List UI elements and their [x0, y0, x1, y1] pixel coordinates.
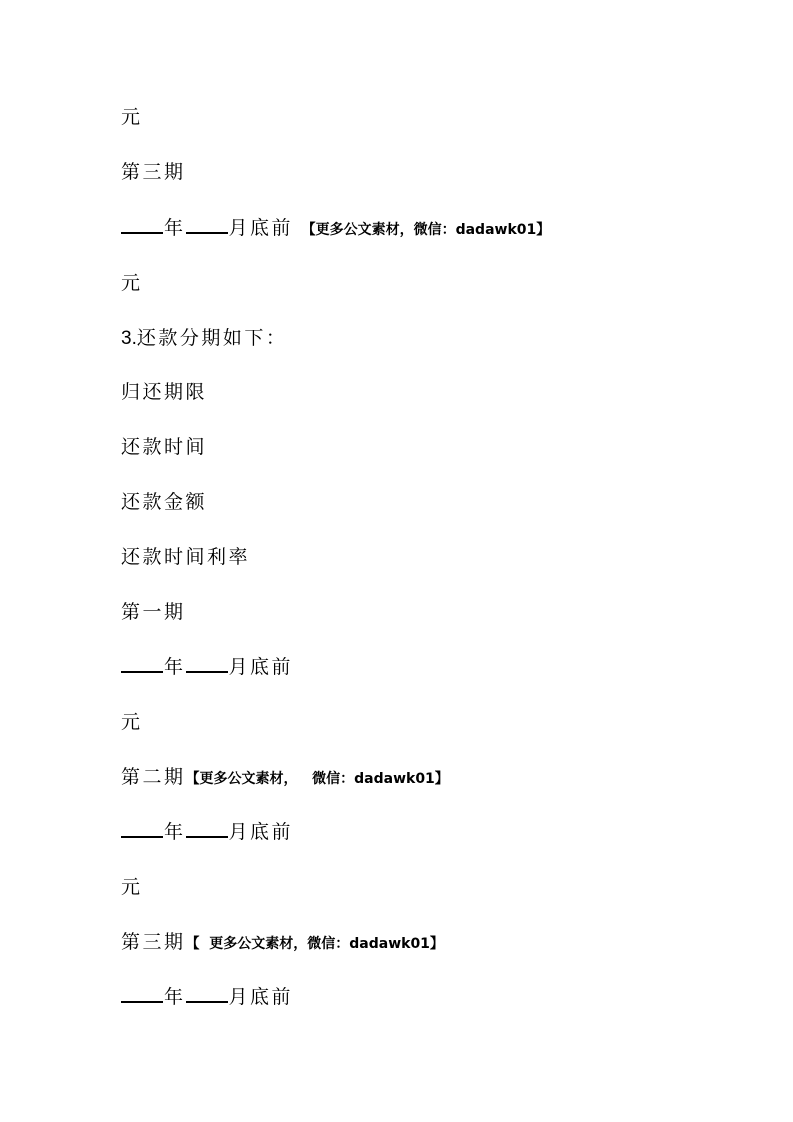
date-line [121, 216, 550, 242]
blank-underline [186, 821, 228, 838]
text-month-end: 月底前 [228, 656, 294, 678]
text-year: 年 [164, 821, 186, 843]
text-col-time: 还款时间 [121, 436, 208, 458]
reference-note: 【更多公文素材， 微信：dadawk01】 [185, 771, 449, 787]
text-col-amount: 还款金额 [121, 491, 208, 513]
blank-underline [186, 217, 228, 234]
reference-note: 【更多公文素材，微信：dadawk01】 [301, 222, 551, 238]
text-yuan: 元 [121, 711, 143, 733]
section-number: 3. [121, 328, 137, 349]
date-line [121, 655, 293, 679]
blank-underline [121, 986, 163, 1003]
text-period-first: 第一期 [121, 601, 186, 623]
text-year: 年 [164, 217, 186, 239]
text-month-end: 月底前 [228, 821, 294, 843]
text-year: 年 [164, 656, 186, 678]
reference-note: 【 更多公文素材，微信：dadawk01】 [185, 936, 444, 952]
text-period-second: 第二期 [121, 766, 186, 788]
date-line [121, 820, 293, 844]
blank-underline [121, 821, 163, 838]
date-line [121, 985, 293, 1009]
period-line [121, 765, 449, 791]
text-yuan: 元 [121, 106, 143, 128]
text-yuan: 元 [121, 272, 143, 294]
text-month-end: 月底前 [228, 217, 294, 239]
text-period-third: 第三期 [121, 161, 186, 183]
text-period-third: 第三期 [121, 931, 186, 953]
blank-underline [121, 217, 163, 234]
blank-underline [186, 986, 228, 1003]
section-heading [121, 326, 287, 351]
section-title: 还款分期如下： [136, 327, 288, 349]
blank-underline [121, 656, 163, 673]
blank-underline [186, 656, 228, 673]
text-col-rate: 还款时间利率 [121, 546, 251, 568]
text-month-end: 月底前 [228, 986, 294, 1008]
text-yuan: 元 [121, 876, 143, 898]
text-col-term: 归还期限 [121, 381, 208, 403]
text-year: 年 [164, 986, 186, 1008]
period-line [121, 930, 444, 956]
